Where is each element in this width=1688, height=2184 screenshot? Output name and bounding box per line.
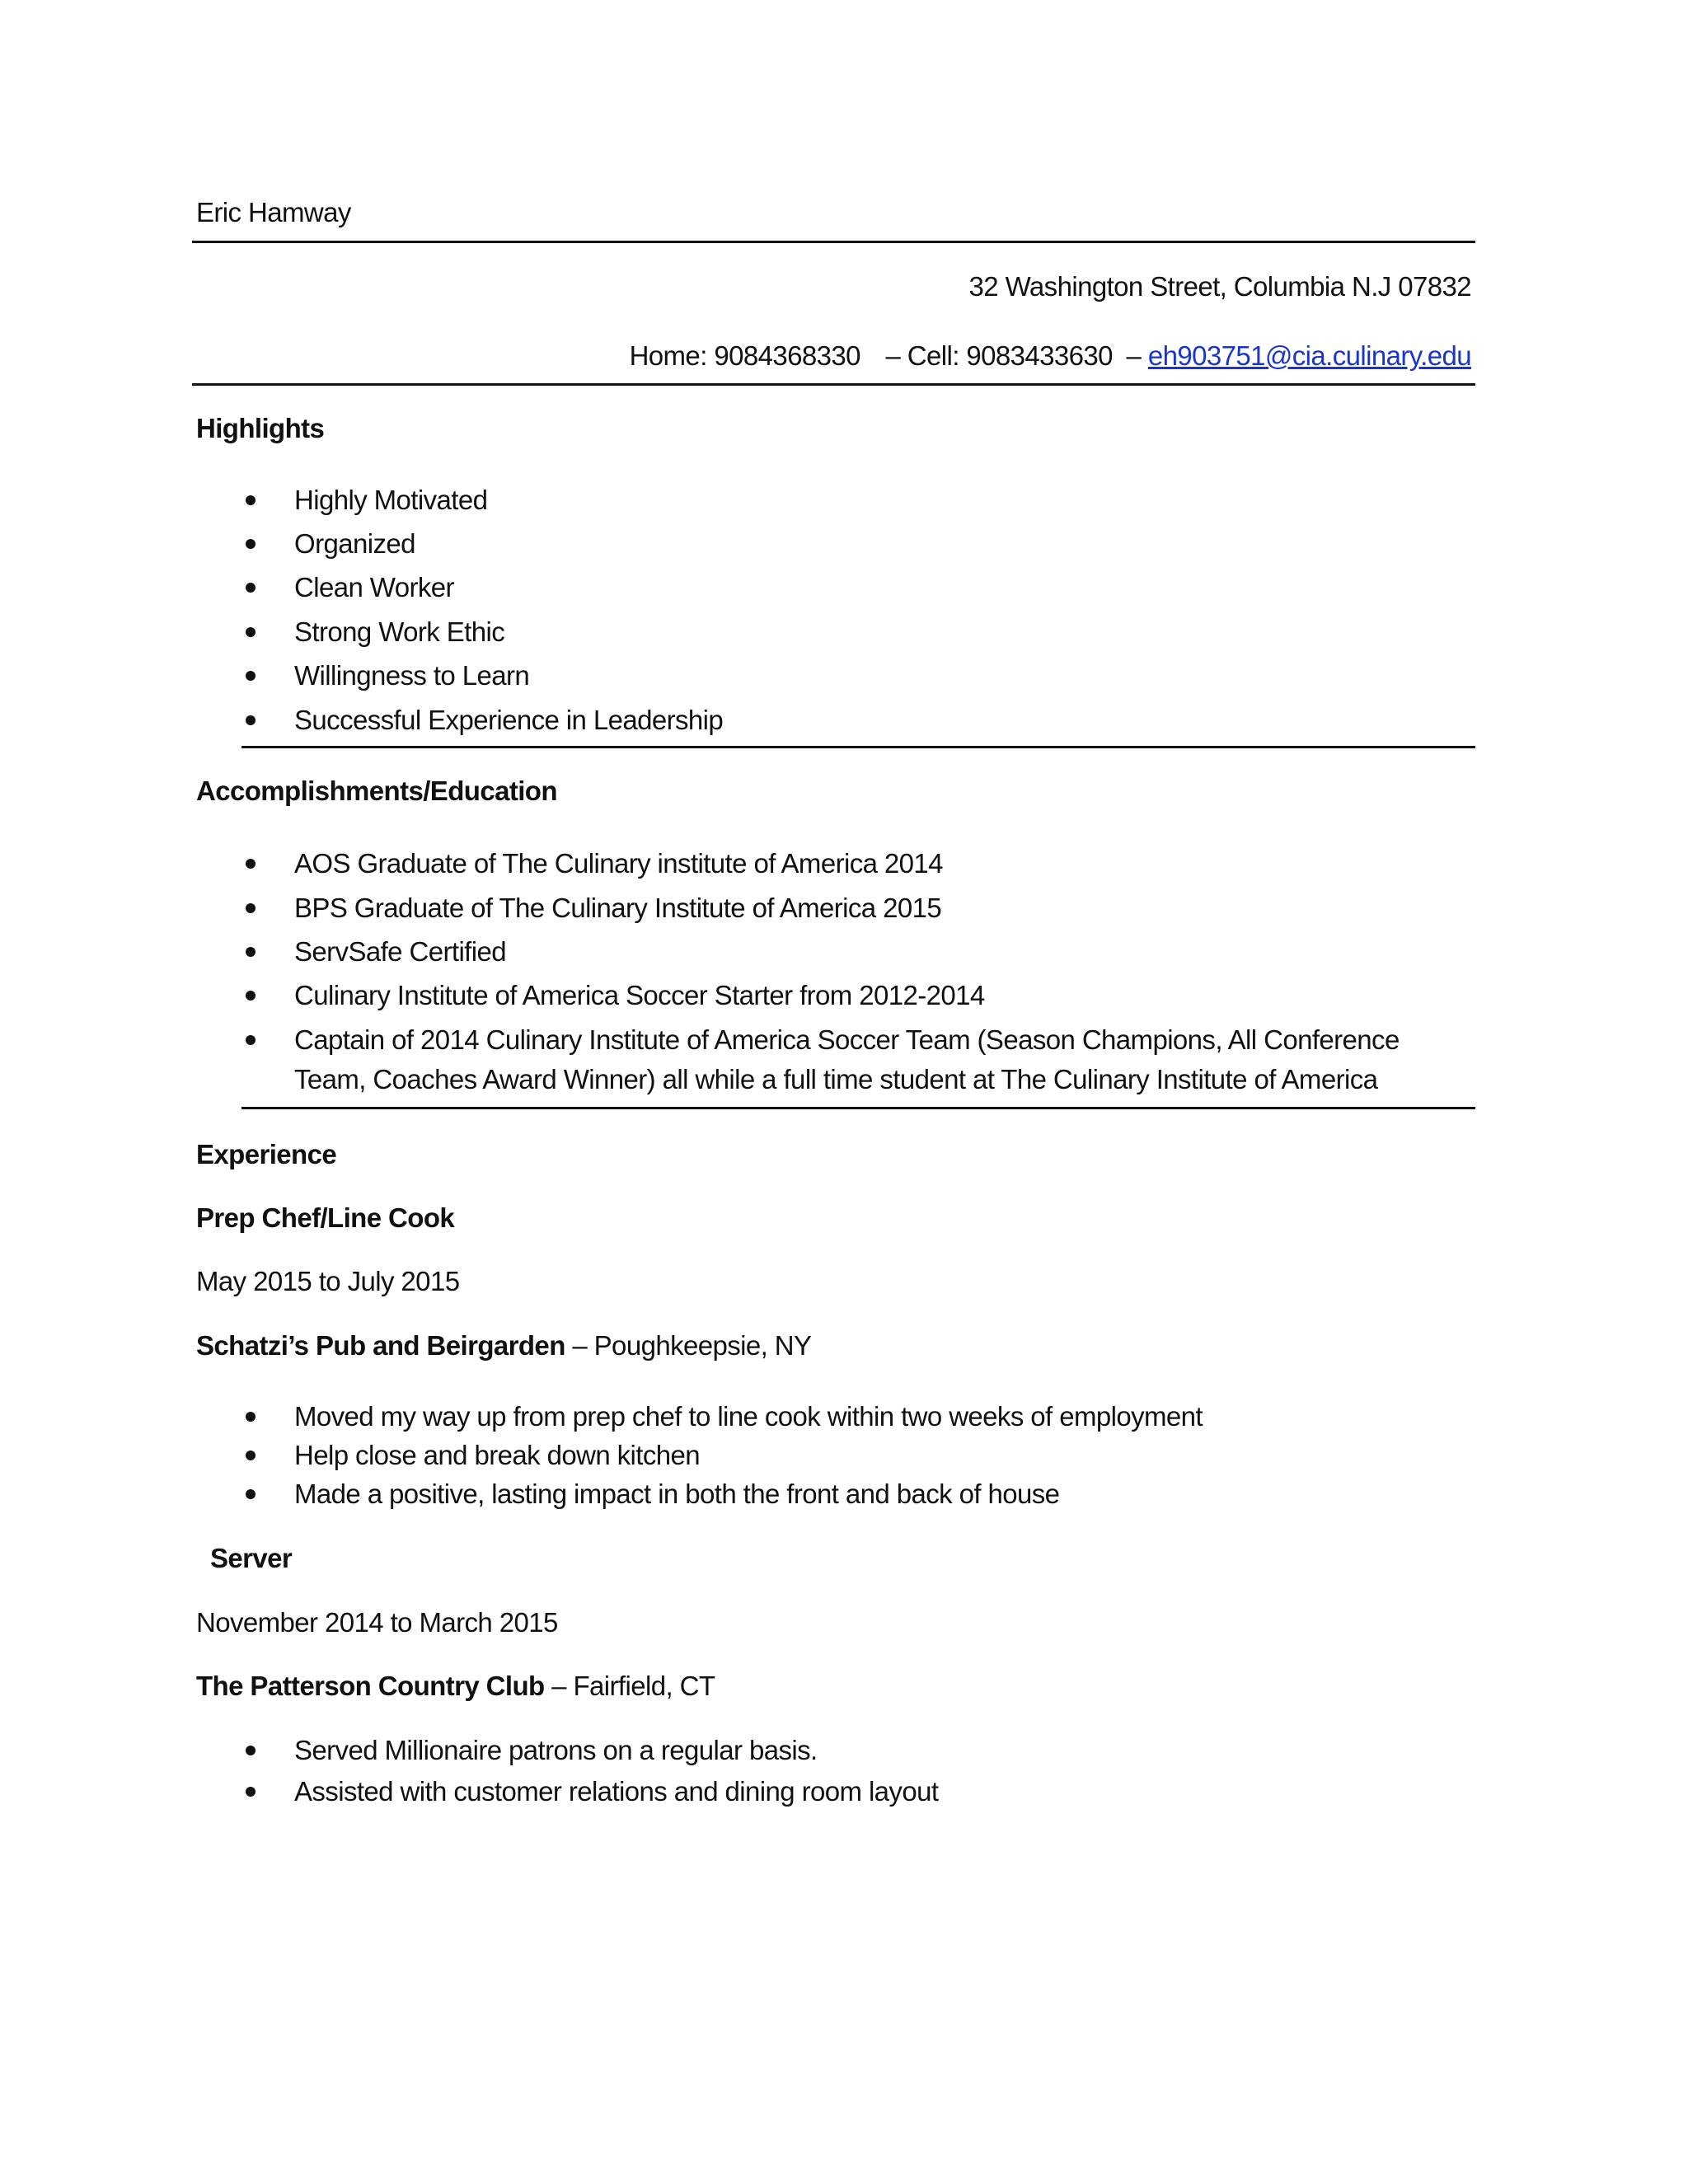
header-divider [192, 241, 1475, 243]
highlights-divider [241, 746, 1475, 748]
highlight-item: Successful Experience in Leadership [294, 705, 724, 735]
highlight-item: Organized [294, 528, 415, 559]
highlight-item: Highly Motivated [294, 485, 488, 515]
job-title: Server [210, 1543, 293, 1573]
bullet-dot [246, 583, 256, 593]
highlights-heading: Highlights [196, 413, 325, 443]
bullet-dot [246, 903, 256, 913]
bullet-dot [246, 947, 256, 957]
bullet-dot [246, 1451, 256, 1460]
job-bullet: Made a positive, lasting impact in both the front and back of house [294, 1479, 1060, 1509]
bullet-dot [246, 627, 256, 637]
highlight-item: Clean Worker [294, 572, 454, 602]
email-link[interactable]: eh903751@cia.culinary.edu [1147, 340, 1471, 371]
highlight-item: Strong Work Ethic [294, 616, 505, 647]
bullet-dot [246, 1787, 256, 1797]
job-bullet: Assisted with customer relations and dining room layout [294, 1776, 939, 1807]
accomplishments-heading: Accomplishments/Education [196, 776, 557, 806]
accomplishment-item: Culinary Institute of America Soccer Starter from 2012-2014 [294, 980, 985, 1010]
highlight-item: Willingness to Learn [294, 660, 530, 691]
employer-location: – Fairfield, CT [551, 1671, 715, 1701]
home-phone: Home: 9084368330 [629, 340, 860, 371]
bullet-dot [246, 495, 256, 505]
bullet-dot [246, 991, 256, 1001]
employer-name: The Patterson Country Club [196, 1671, 545, 1701]
bullet-dot [246, 1746, 256, 1755]
bullet-dot [246, 859, 256, 869]
experience-heading: Experience [196, 1139, 337, 1169]
employer-location: – Poughkeepsie, NY [572, 1330, 812, 1361]
accomplishment-item-continuation: Team, Coaches Award Winner) all while a full time student at The Culinary Institute of America [294, 1064, 1378, 1094]
bullet-dot [246, 715, 256, 725]
bullet-dot [246, 1035, 256, 1045]
bullet-dot [246, 539, 256, 549]
employer-name: Schatzi’s Pub and Beirgarden [196, 1330, 565, 1361]
job-bullet: Help close and break down kitchen [294, 1440, 701, 1470]
job-dates: November 2014 to March 2015 [196, 1607, 558, 1638]
accomplishment-item: ServSafe Certified [294, 936, 506, 967]
cell-phone: Cell: 9083433630 [907, 340, 1113, 371]
job-bullet: Moved my way up from prep chef to line cook within two weeks of employment [294, 1401, 1203, 1432]
bullet-dot [246, 671, 256, 681]
contact-line [630, 340, 1471, 373]
applicant-name: Eric Hamway [196, 197, 351, 227]
contact-divider [192, 383, 1475, 386]
separator: – [885, 340, 901, 371]
job-employer-line [196, 1329, 811, 1362]
job-employer-line [196, 1670, 715, 1703]
address: 32 Washington Street, Columbia N.J 07832 [968, 271, 1471, 302]
bullet-dot [246, 1412, 256, 1422]
accomplishment-item: BPS Graduate of The Culinary Institute of America 2015 [294, 893, 942, 923]
accomplishment-item: AOS Graduate of The Culinary institute of America 2014 [294, 848, 943, 879]
bullet-dot [246, 1489, 256, 1499]
job-bullet: Served Millionaire patrons on a regular basis. [294, 1735, 818, 1765]
accomplishment-item: Captain of 2014 Culinary Institute of America Soccer Team (Season Champions, All Conference [294, 1024, 1400, 1055]
separator: – [1126, 340, 1142, 371]
job-title: Prep Chef/Line Cook [196, 1202, 455, 1233]
accomplishments-divider [241, 1107, 1475, 1109]
job-dates: May 2015 to July 2015 [196, 1266, 460, 1296]
